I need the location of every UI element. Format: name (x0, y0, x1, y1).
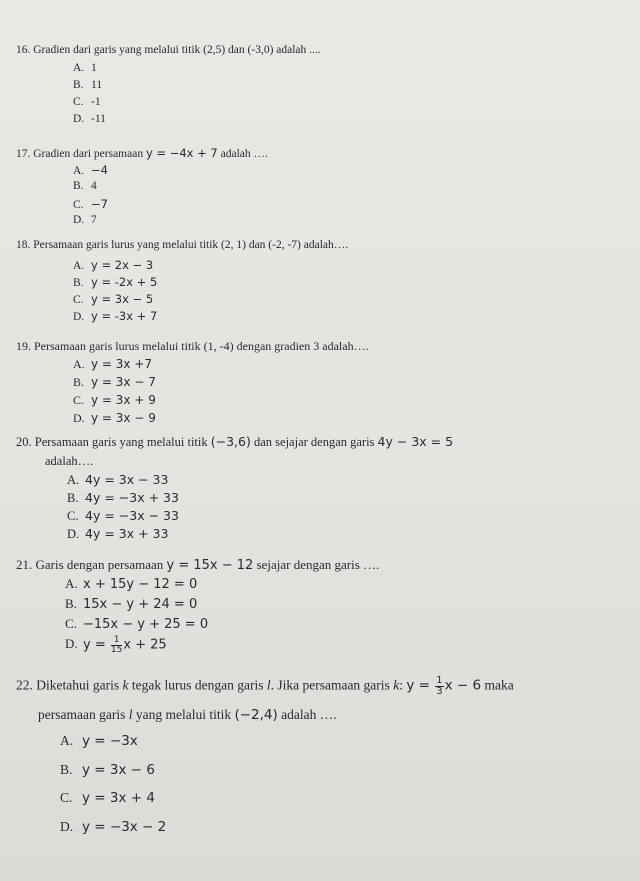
option-text: −15x − y + 25 = 0 (83, 617, 209, 632)
option-text: x + 25 (123, 637, 167, 653)
option-letter: B. (73, 180, 84, 192)
stem-variable: k (393, 677, 400, 693)
option-b (67, 490, 179, 506)
stem-text: dan sejajar dengan garis (250, 435, 378, 449)
question-stem (16, 146, 268, 160)
stem-text: sejajar dengan garis …. (253, 557, 380, 572)
stem-point: (−2,4) (234, 707, 278, 723)
option-letter: A. (73, 260, 85, 272)
option-text: 4 (91, 180, 97, 192)
option-c (67, 508, 179, 524)
option-letter: C. (73, 294, 84, 306)
stem-text: yang melalui titik (132, 707, 235, 722)
option-letter: A. (73, 165, 85, 177)
option-letter: A. (60, 733, 74, 748)
question-stem (16, 434, 453, 450)
stem-text: . Jika persamaan garis (270, 677, 394, 693)
fraction (435, 676, 443, 697)
option-letter: A. (73, 357, 85, 371)
option-c (65, 616, 208, 632)
option-text: 4y = −3x − 33 (85, 508, 179, 523)
option-letter: D. (73, 311, 85, 323)
option-letter: B. (73, 79, 84, 91)
option-text: y = -2x + 5 (91, 275, 158, 289)
stem-text: tegak lurus dengan garis (128, 677, 267, 693)
question-stem (16, 557, 379, 573)
option-letter: D. (67, 527, 80, 541)
option-a (73, 357, 152, 372)
option-text: 4y = 3x − 33 (85, 472, 169, 487)
option-text: 7 (91, 214, 97, 226)
question-stem-continued: adalah…. (45, 454, 94, 468)
question-stem (16, 676, 514, 697)
option-text: 4y = 3x + 33 (85, 526, 169, 541)
question-stem: 18. Persamaan garis lurus yang melalui titik (2, 1) dan (-2, -7) adalah…. (16, 239, 349, 251)
option-d (73, 309, 157, 323)
option-text: y = 2x − 3 (91, 258, 154, 272)
option-c (73, 96, 101, 108)
option-text: -11 (91, 113, 106, 125)
fraction-numerator: 1 (436, 675, 443, 686)
option-text: y = −3x − 2 (82, 819, 167, 835)
option-letter: C. (67, 509, 79, 523)
option-d (73, 113, 106, 125)
option-text: −4 (91, 163, 108, 177)
option-letter: D. (73, 411, 85, 425)
stem-text: adalah …. (277, 707, 337, 722)
stem-text: 22. Diketahui garis (16, 677, 123, 693)
option-d (73, 411, 156, 426)
option-text: y = 3x − 6 (82, 762, 155, 778)
option-letter: A. (67, 473, 80, 487)
option-letter: D. (60, 819, 74, 834)
option-text: y = (83, 637, 110, 653)
stem-equation: y = 15x − 12 (166, 558, 254, 573)
option-letter: A. (65, 576, 78, 591)
option-b (65, 596, 197, 612)
option-text: 11 (91, 79, 103, 91)
option-text: y = 3x + 9 (91, 393, 156, 407)
option-d (60, 819, 166, 835)
option-c (73, 393, 156, 408)
stem-text: : (399, 677, 407, 693)
option-letter: B. (67, 491, 79, 505)
option-letter: A. (73, 62, 85, 74)
option-text: y = 3x + 4 (82, 790, 155, 806)
option-text: 15x − y + 24 = 0 (83, 597, 198, 612)
option-a (73, 62, 97, 74)
stem-text: 21. Garis dengan persamaan (16, 557, 167, 572)
option-b (73, 180, 97, 192)
option-letter: C. (73, 96, 84, 108)
option-letter: C. (65, 616, 77, 631)
option-a (73, 258, 153, 272)
option-b (73, 375, 156, 390)
option-c (60, 790, 155, 806)
option-b (73, 275, 157, 289)
option-text: y = -3x + 7 (91, 309, 158, 323)
option-d (65, 636, 167, 655)
option-text: 4y = −3x + 33 (85, 490, 179, 505)
fraction (111, 636, 122, 655)
option-c (73, 197, 108, 211)
stem-equation: 4y − 3x = 5 (377, 434, 454, 449)
option-letter: B. (73, 277, 84, 289)
stem-equation: y = −4x + 7 (145, 146, 218, 160)
option-a (67, 472, 168, 488)
stem-point: (−3,6) (210, 434, 251, 449)
option-text: −7 (91, 197, 108, 211)
option-text: x + 15y − 12 = 0 (83, 577, 198, 592)
option-c (73, 292, 153, 306)
fraction-denominator: 15 (110, 645, 123, 655)
fraction-denominator: 3 (436, 686, 443, 697)
option-letter: C. (73, 393, 85, 407)
option-letter: B. (60, 762, 73, 777)
option-a (73, 163, 108, 177)
fraction-numerator: 1 (111, 636, 122, 646)
stem-equation: y = (406, 677, 435, 694)
option-letter: D. (65, 636, 78, 652)
stem-text: 20. Persamaan garis yang melalui titik (16, 435, 211, 449)
stem-variable: k (122, 677, 129, 693)
option-letter: D. (73, 214, 85, 226)
stem-text: adalah …. (217, 148, 268, 160)
option-text: y = 3x − 9 (91, 411, 156, 425)
option-letter: B. (65, 596, 77, 611)
option-text: y = 3x − 7 (91, 375, 156, 389)
stem-text: maka (481, 677, 514, 693)
option-d (67, 526, 168, 542)
stem-text: 17. Gradien dari persamaan (16, 148, 146, 160)
option-b (73, 79, 102, 91)
option-text: 1 (91, 62, 97, 74)
option-d (73, 214, 97, 226)
option-text: -1 (91, 96, 101, 108)
option-text: y = 3x +7 (91, 357, 153, 371)
stem-variable: l (266, 677, 271, 693)
option-a (60, 733, 138, 749)
question-stem: 16. Gradien dari garis yang melalui titik (2,5) dan (-3,0) adalah .... (16, 44, 321, 56)
stem-variable: l (128, 707, 133, 722)
option-letter: B. (73, 375, 85, 389)
option-text: y = −3x (82, 733, 138, 749)
option-letter: C. (73, 199, 84, 211)
question-stem: 19. Persamaan garis lurus melalui titik (1, -4) dengan gradien 3 adalah…. (16, 339, 369, 353)
option-letter: C. (60, 790, 73, 805)
option-letter: D. (73, 113, 85, 125)
question-stem-continued (38, 707, 337, 723)
option-b (60, 762, 155, 778)
option-a (65, 576, 197, 592)
stem-equation: x − 6 (444, 677, 482, 694)
option-text: y = 3x − 5 (91, 292, 154, 306)
stem-text: persamaan garis (38, 707, 129, 722)
